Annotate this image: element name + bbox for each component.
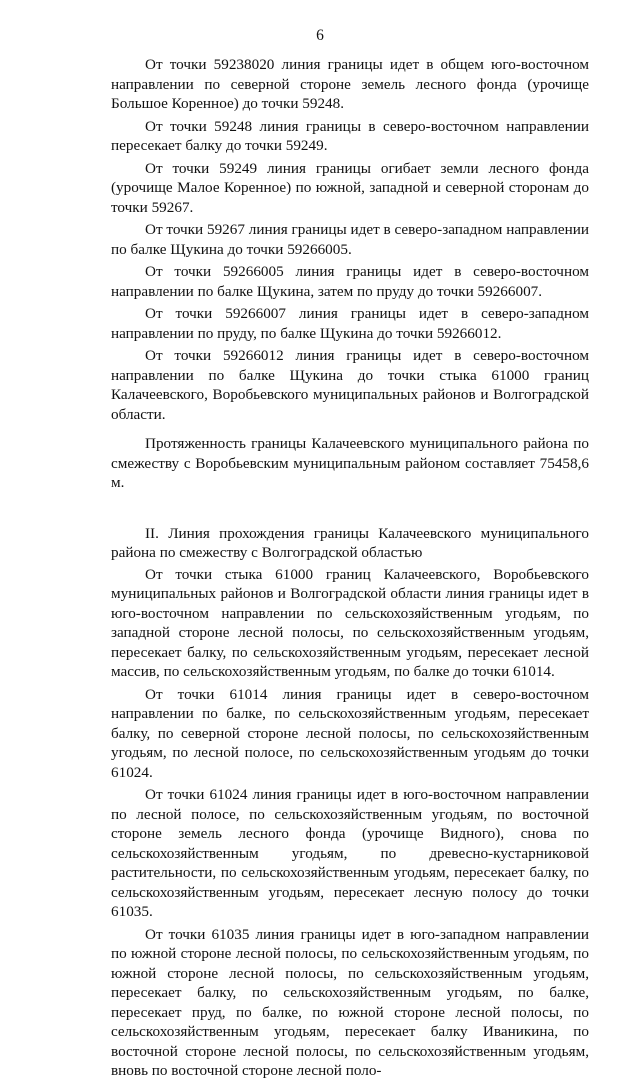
paragraph: От точки 59249 линия границы огибает земли лесного фонда (урочище Малое Коренное) по южной, западной и северной сторонам до точки 59267. [111, 159, 589, 216]
paragraph: От точки 59248 линия границы в северо-восточном направлении пересекает балку до точки 59249. [111, 117, 589, 154]
paragraph: От точки 61014 линия границы идет в северо-восточном направлении по балке, по сельскохозяйственным угодьям, пересекает балку, по северной стороне лесной полосы, по сельскохозяйственным угодьям, по лесной полосе, по сельскохозяйственным угодьям до точки 61024. [111, 685, 589, 781]
paragraph: От точки стыка 61000 границ Калачеевского, Воробьевского муниципальных районов и Волгоградской области линия границы идет в юго-восточном направлении по сельскохозяйственным угодьям, по западной стороне лесной полосы, по сельскохозяйственным угодьям, пересекает балку, по сельскохозяйственным угодьям, пересекает лесной массив, по сельскохозяйственным угодьям, по балке до точки 61014. [111, 565, 589, 680]
paragraph: От точки 59266007 линия границы идет в северо-западном направлении по пруду, по балке Щукина до точки 59266012. [111, 305, 589, 342]
page-number: 6 [316, 27, 324, 44]
section-heading: II. Линия прохождения границы Калачеевского муниципального района по смежеству с Волгоградской областью [111, 524, 589, 561]
document-body [111, 55, 589, 1081]
paragraph: От точки 59267 линия границы идет в северо-западном направлении по балке Щукина до точки 59266005. [111, 221, 589, 258]
paragraph: От точки 59266012 линия границы идет в северо-восточном направлении по балке Щукина до точки стыка 61000 границ Калачеевского, Воробьевского муниципальных районов и Волгоградской области. [111, 347, 589, 423]
paragraph: От точки 61035 линия границы идет в юго-западном направлении по южной стороне лесной полосы, по сельскохозяйственным угодьям, по южной стороне лесной полосы, по сельскохозяйственным угодьям, пересекает балку, по сельскохозяйственным угодьям, по балке, пересекает пруд, по балке, по южной стороне лесной полосы, по сельскохозяйственным угодьям, пересекает балку Иваникина, по восточной стороне лесной полосы, по сельскохозяйственным угодьям, вновь по восточной стороне лесной поло- [111, 925, 589, 1079]
boundary-length-summary: Протяженность границы Калачеевского муниципального района по смежеству с Воробьевским муниципальным районом составляет 75458,6 м. [111, 435, 589, 491]
paragraph: От точки 59238020 линия границы идет в общем юго-восточном направлении по северной стороне земель лесного фонда (урочище Большое Коренное) до точки 59248. [111, 56, 589, 112]
paragraph: От точки 59266005 линия границы идет в северо-восточном направлении по балке Щукина, затем по пруду до точки 59266007. [111, 263, 589, 300]
paragraph: От точки 61024 линия границы идет в юго-восточном направлении по лесной полосе, по сельскохозяйственным угодьям, по восточной стороне земель лесного фонда (урочище Видного), снова по сельскохозяйственным угодьям, по древесно-кустарниковой растительности, по сельскохозяйственным угодьям, пересекает балку, по сельскохозяйственным угодьям, пересекает лесную полосу до точки 61035. [111, 786, 589, 920]
